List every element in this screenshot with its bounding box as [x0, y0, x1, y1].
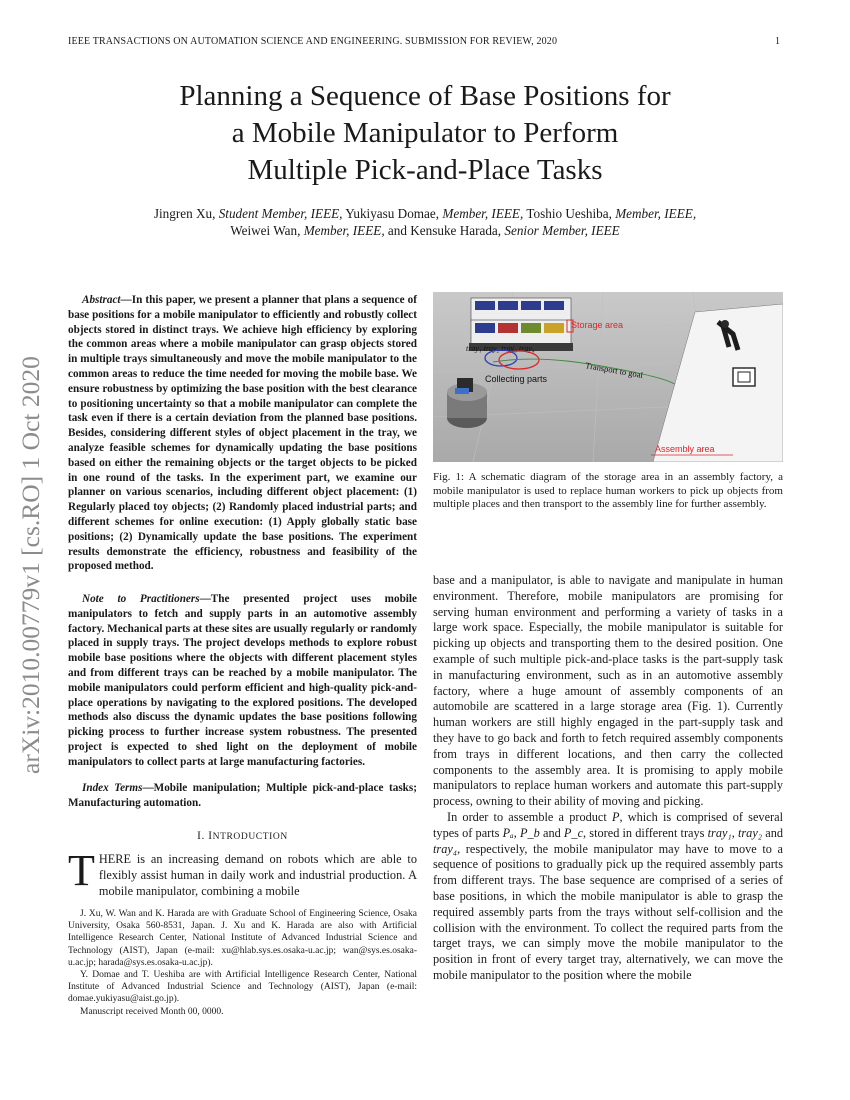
- math-symbol: Pₐ: [502, 825, 514, 840]
- math-symbol: tray₄: [433, 841, 458, 856]
- assembly-area-label: Assembly area: [655, 444, 715, 454]
- author-role: Member, IEEE,: [615, 206, 697, 221]
- running-header: IEEE TRANSACTIONS ON AUTOMATION SCIENCE AND ENGINEERING. SUBMISSION FOR REVIEW, 2020: [68, 36, 558, 47]
- author-role: Senior Member, IEEE: [504, 223, 620, 238]
- index-terms-label: Index Terms: [82, 782, 143, 794]
- right-column-body: [433, 573, 783, 984]
- text-run: In order to assemble a product: [447, 809, 612, 824]
- paragraph: base and a manipulator, is able to navigate and manipulate in human environment. Therefore, mobile manipulators are promising for serving human environment and performing a variety of tasks in a large work space. Especially, the mobile manipulator is suitable for picking up objects and transporting them to the desired position. One example of such multiple pick-and-place tasks is the part-supply task in manufacturing environment, such as in an automotive assembly factory, where a huge amount of assembly components of an automobile are scattered in a large storage area (Fig. 1). Currently human workers are still highly engaged in the part-supply task and they have to go back and forth to fetch required assembly components from trays in different locations, and then carry the collected components to the assembly area. It is promising to apply mobile manipulators to replace human workers and automate this part-supply process, owning to their ability of moving and picking.: [433, 573, 783, 809]
- trays-label: tray₁ tray₂ tray₃ tray₄: [466, 344, 535, 353]
- text-run: , which is comprised of several types of parts: [433, 809, 783, 840]
- paper-title: [68, 78, 782, 189]
- abstract-text: —In this paper, we present a planner that plans a sequence of base positions for a mobile manipulator to efficiently and robustly collect objects stored in distinct trays. We achieve high efficiency by exploring the common areas where a mobile manipulator can grasp objects stored in multiple trays simultaneously and move the mobile manipulator to the common areas to reduce the time needed for moving the mobile base. We ensure robustness by optimizing the base position with the best clearance to positioning uncertainty so that a mobile manipulator can complete the task even if there is a certain deviation from the planned base positions. Besides, considering different styles of object placement in the tray, we analyze feasible schemes for dynamically updating the base positions based on either the remaining objects or the target objects to be picked in one round of the tasks. In the experiment part, we examine our planner on various scenarios, including different object placement: (1) Regularly placed toy objects; (2) Randomly placed industrial parts; and different schemes for online execution: (1) Apply globally static base positions; (2) Dynamically update the base positions. The experiment results demonstrate the efficiency, robustness and feasibility of the proposed method.: [68, 294, 417, 573]
- intro-lead: HERE: [98, 852, 131, 866]
- math-symbol: P_b: [520, 825, 540, 840]
- text-run: ,: [513, 825, 520, 840]
- footnote-affiliation-1: J. Xu, W. Wan and K. Harada are with Graduate School of Engineering Science, Osaka University, Osaka 560-8531, Japan. J. Xu and K. Harada are also with Artificial Intelligence Research Center, National Institute of Advanced Industrial Science and Technology (AIST), Japan (e-mail: xu@hlab.sys.es.osaka-u.ac.jp; wan@sys.es.osaka-u.ac.jp; harada@sys.es.osaka-u.ac.jp).: [68, 909, 417, 968]
- collecting-label: Collecting parts: [485, 374, 548, 384]
- section-number: I.: [197, 830, 209, 842]
- note-to-practitioners: [68, 592, 417, 770]
- abstract: [68, 293, 417, 574]
- arxiv-stamp: arXiv:2010.00779v1 [cs.RO] 1 Oct 2020: [16, 356, 45, 774]
- practitioners-text: —The presented project uses mobile manipulators to fetch and supply parts in an automotive assembly factory. Mechanical parts at these sites are usually regularly or randomly placed in supply trays. The project develops methods to explore robust mobile base positions where the objects with different placement styles and from different trays can be reached by a mobile manipulator. The mobile manipulators could perform efficient and high-quality pick-and-place operations by navigating to the explored positions. The developed methods also discuss the dynamic updates the base positions following picking process to further increase system robustness. The presented project is expected to shed light on the deployment of mobile manipulators to collect parts at large manufacturing factories.: [68, 593, 417, 768]
- math-symbol: P: [611, 809, 620, 824]
- author-name: Jingren Xu,: [153, 206, 216, 221]
- author-role: Student Member, IEEE,: [218, 206, 343, 221]
- text-run: , stored in different trays: [583, 825, 708, 840]
- footnotes: [68, 908, 417, 1018]
- math-symbol: tray₁: [707, 825, 732, 840]
- text-run: ,: [731, 825, 738, 840]
- index-terms: [68, 781, 417, 811]
- transport-label: Transport to goal: [584, 360, 644, 381]
- author-role: Member, IEEE,: [303, 223, 385, 238]
- section-title-first: I: [208, 830, 213, 842]
- section-title-rest: NTRODUCTION: [212, 832, 288, 842]
- intro-text: is an increasing demand on robots which are able to flexibly assist human in daily work and industrial production. A mobile manipulator, combining a mobile: [98, 852, 417, 898]
- title-line-1: Planning a Sequence of Base Positions for: [179, 80, 671, 112]
- abstract-label: Abstract: [82, 294, 121, 306]
- author-role: Member, IEEE,: [442, 206, 524, 221]
- title-line-2: a Mobile Manipulator to Perform: [231, 117, 619, 149]
- section-heading: [68, 830, 417, 842]
- author-name: Yukiyasu Domae,: [345, 206, 440, 221]
- title-line-3: Multiple Pick-and-Place Tasks: [247, 154, 603, 186]
- math-symbol: P_c: [563, 825, 584, 840]
- page-number: 1: [775, 36, 780, 47]
- author-name: Weiwei Wan,: [230, 223, 301, 238]
- figure-caption: Fig. 1: A schematic diagram of the storage area in an assembly factory, a mobile manipulator is used to replace human workers to pick up objects from multiple places and then transport to the assembly line for further assembly.: [433, 471, 783, 511]
- drop-cap: T: [68, 846, 95, 895]
- index-terms-text: —Mobile manipulation; Multiple pick-and-place tasks; Manufacturing automation.: [68, 782, 417, 809]
- intro-paragraph: [68, 846, 417, 899]
- footnote-manuscript: Manuscript received Month 00, 0000.: [80, 1006, 224, 1017]
- author-name: Toshio Ueshiba,: [526, 206, 612, 221]
- author-name: and Kensuke Harada,: [387, 223, 502, 238]
- author-list: [68, 205, 782, 239]
- text-run: and: [762, 825, 783, 840]
- storage-area-label: Storage area: [571, 320, 624, 330]
- text-run: , respectively, the mobile manipulator may have to move to a sequence of positions to gradually pick up the required assembly parts from different trays. The base sequence are comprised of a series of base positions, in which the mobile manipulator is able to grasp the required assembly parts from the trays without self-collision and the collision with the environment. To collect the required parts from the target trays, we can simply move the mobile manipulator to the position in front of every target tray, alternatively, we can move the mobile manipulator to the position where the mobile: [433, 841, 783, 982]
- figure-1-render: [433, 292, 783, 462]
- figure-1: [433, 292, 783, 462]
- practitioners-label: Note to Practitioners: [82, 593, 200, 605]
- footnote-affiliation-2: Y. Domae and T. Ueshiba are with Artificial Intelligence Research Center, National Institute of Advanced Industrial Science and Technology (AIST), Japan (e-mail: domae.yukiyasu@aist.go.jp).: [68, 970, 417, 1005]
- math-symbol: tray₂: [737, 825, 763, 840]
- paragraph: [433, 810, 783, 984]
- text-run: and: [539, 825, 564, 840]
